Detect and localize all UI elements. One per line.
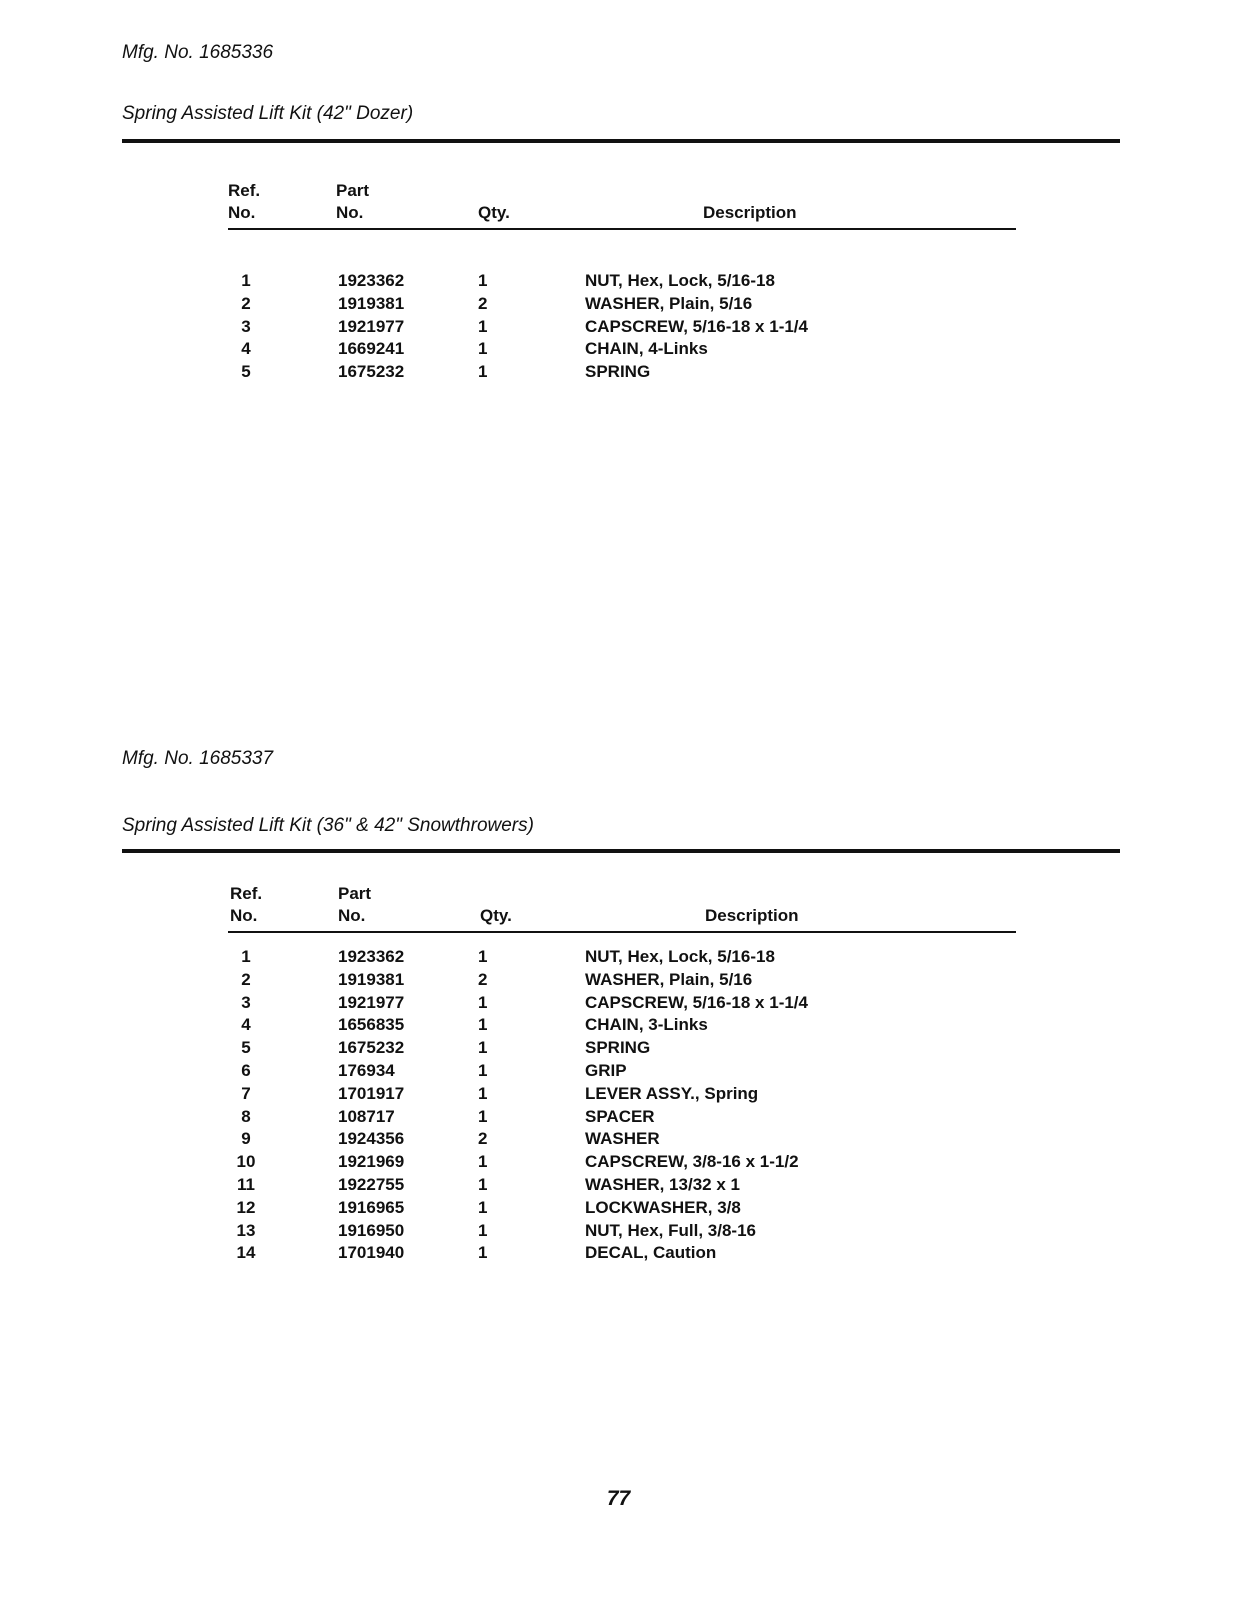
part-number-cell: 1916965 (338, 1197, 405, 1217)
header-description: Description (705, 906, 799, 925)
quantity-cell: 1 (478, 316, 488, 336)
header-rule-1 (228, 228, 1016, 230)
mfg-number-2: Mfg. No. 1685337 (122, 748, 274, 769)
ref-cell: 11 (237, 1174, 255, 1194)
description-cell: WASHER, 13/32 x 1 (585, 1174, 740, 1194)
ref-cell: 3 (241, 316, 251, 336)
description-cell: CHAIN, 3-Links (585, 1015, 708, 1035)
quantity-cell: 1 (478, 1220, 488, 1240)
part-number-cell: 1656835 (338, 1015, 405, 1035)
part-number-cell: 1922755 (338, 1174, 405, 1194)
description-cell: LEVER ASSY., Spring (585, 1083, 759, 1103)
description-cell: SPACER (585, 1106, 655, 1126)
quantity-cell: 2 (478, 293, 488, 313)
description-cell: NUT, Hex, Full, 3/8-16 (585, 1220, 756, 1240)
table-row (228, 946, 1016, 969)
quantity-cell: 1 (478, 1106, 488, 1126)
table-row (228, 361, 1016, 384)
table-row (228, 992, 1016, 1015)
description-cell: DECAL, Caution (585, 1243, 717, 1263)
header-rule-2 (228, 931, 1016, 933)
table-row (228, 1060, 1016, 1083)
ref-cell: 5 (241, 1038, 251, 1058)
part-number-cell: 1921969 (338, 1152, 405, 1172)
quantity-cell: 1 (478, 1038, 488, 1058)
ref-cell: 3 (241, 992, 251, 1012)
parts-table-1 (228, 180, 1016, 384)
quantity-cell: 1 (478, 1174, 488, 1194)
table-row (228, 1106, 1016, 1129)
description-cell: NUT, Hex, Lock, 5/16-18 (585, 947, 775, 966)
table-body-1 (228, 270, 1016, 384)
description-cell: WASHER, Plain, 5/16 (585, 969, 753, 989)
ref-cell: 8 (241, 1106, 251, 1126)
description-cell: GRIP (585, 1060, 627, 1080)
quantity-cell: 1 (478, 1197, 488, 1217)
part-number-cell: 1919381 (338, 969, 405, 989)
part-number-cell: 1701940 (338, 1243, 405, 1263)
quantity-cell: 2 (478, 969, 488, 989)
table-row (228, 969, 1016, 992)
header-ref-line2: No. (230, 906, 258, 925)
table-row (228, 1151, 1016, 1174)
header-ref-line1: Ref. (228, 181, 261, 200)
table-row (228, 1037, 1016, 1060)
ref-cell: 6 (241, 1060, 251, 1080)
header-description: Description (703, 203, 797, 222)
part-number-cell: 1923362 (338, 271, 405, 290)
quantity-cell: 1 (478, 1243, 488, 1263)
table-row (228, 1128, 1016, 1151)
table-header-2 (228, 883, 1016, 931)
ref-cell: 4 (241, 1015, 251, 1035)
part-number-cell: 1923362 (338, 947, 405, 966)
header-part-line1: Part (338, 884, 372, 903)
ref-cell: 1 (241, 271, 251, 290)
ref-cell: 5 (241, 362, 251, 382)
description-cell: LOCKWASHER, 3/8 (585, 1197, 741, 1217)
table-row (228, 1083, 1016, 1106)
header-part-line1: Part (336, 181, 370, 200)
part-number-cell: 1675232 (338, 1038, 405, 1058)
description-cell: WASHER (585, 1129, 660, 1149)
quantity-cell: 1 (478, 1152, 488, 1172)
ref-cell: 10 (236, 1152, 256, 1172)
part-number-cell: 1921977 (338, 316, 405, 336)
ref-cell: 2 (241, 969, 251, 989)
header-qty: Qty. (480, 906, 512, 925)
description-cell: CAPSCREW, 3/8-16 x 1-1/2 (585, 1152, 799, 1172)
ref-cell: 7 (241, 1083, 251, 1103)
kit-title-1: Spring Assisted Lift Kit (42" Dozer) (122, 103, 414, 124)
ref-cell: 14 (236, 1243, 256, 1263)
header-part-line2: No. (338, 906, 366, 925)
ref-cell: 4 (241, 339, 251, 359)
section-rule-1 (122, 139, 1120, 143)
table-row (228, 1174, 1016, 1197)
parts-table-2 (228, 883, 1016, 1265)
description-cell: SPRING (585, 1038, 651, 1058)
description-cell: CAPSCREW, 5/16-18 x 1-1/4 (585, 992, 808, 1012)
table-header-1 (228, 180, 1016, 228)
part-number-cell: 1924356 (338, 1129, 405, 1149)
table-row (228, 1242, 1016, 1265)
table-row (228, 1220, 1016, 1243)
table-row (228, 1197, 1016, 1220)
quantity-cell: 2 (478, 1129, 488, 1149)
table-row (228, 293, 1016, 316)
part-number-cell: 176934 (338, 1060, 395, 1080)
kit-title-2: Spring Assisted Lift Kit (36" & 42" Snowthrowers) (122, 815, 534, 836)
ref-cell: 2 (241, 293, 251, 313)
part-number-cell: 108717 (338, 1106, 395, 1126)
ref-cell: 9 (241, 1129, 251, 1149)
quantity-cell: 1 (478, 339, 488, 359)
description-cell: CHAIN, 4-Links (585, 339, 708, 359)
description-cell: SPRING (585, 362, 651, 382)
mfg-number-1: Mfg. No. 1685336 (122, 42, 274, 63)
description-cell: WASHER, Plain, 5/16 (585, 293, 753, 313)
quantity-cell: 1 (478, 992, 488, 1012)
ref-cell: 12 (236, 1197, 256, 1217)
part-number-cell: 1675232 (338, 362, 405, 382)
quantity-cell: 1 (478, 947, 488, 966)
page-number: 77 (606, 1487, 631, 1510)
part-number-cell: 1669241 (338, 339, 405, 359)
table-row (228, 1014, 1016, 1037)
header-part-line2: No. (336, 203, 364, 222)
table-row (228, 270, 1016, 293)
quantity-cell: 1 (478, 271, 488, 290)
part-number-cell: 1919381 (338, 293, 405, 313)
header-qty: Qty. (478, 203, 510, 222)
description-cell: CAPSCREW, 5/16-18 x 1-1/4 (585, 316, 808, 336)
description-cell: NUT, Hex, Lock, 5/16-18 (585, 271, 775, 290)
part-number-cell: 1916950 (338, 1220, 405, 1240)
table-row (228, 316, 1016, 339)
ref-cell: 13 (236, 1220, 256, 1240)
header-ref-line1: Ref. (230, 884, 263, 903)
quantity-cell: 1 (478, 362, 488, 382)
quantity-cell: 1 (478, 1060, 488, 1080)
table-body-2 (228, 946, 1016, 1265)
part-number-cell: 1701917 (338, 1083, 405, 1103)
header-ref-line2: No. (228, 203, 256, 222)
section-rule-2 (122, 849, 1120, 853)
ref-cell: 1 (241, 947, 251, 966)
table-row (228, 338, 1016, 361)
part-number-cell: 1921977 (338, 992, 405, 1012)
quantity-cell: 1 (478, 1083, 488, 1103)
quantity-cell: 1 (478, 1015, 488, 1035)
